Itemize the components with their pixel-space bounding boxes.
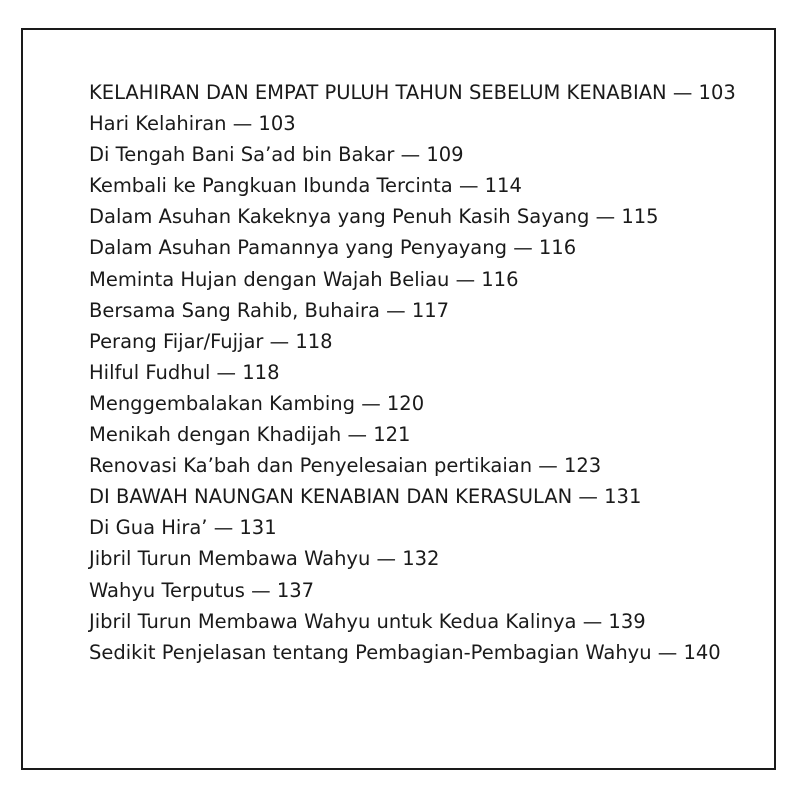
toc-entry: Wahyu Terputus — 137: [89, 578, 315, 602]
toc-entry: Hari Kelahiran — 103: [89, 112, 296, 136]
toc-entry: Jibril Turun Membawa Wahyu — 132: [89, 547, 440, 571]
toc-entry: DI BAWAH NAUNGAN KENABIAN DAN KERASULAN — 131: [89, 485, 642, 509]
toc-entry: Dalam Asuhan Kakeknya yang Penuh Kasih Sayang — 115: [89, 205, 659, 229]
toc-entry: Meminta Hujan dengan Wajah Beliau — 116: [89, 267, 519, 291]
table-of-contents: [89, 77, 749, 668]
toc-entry: Di Gua Hira’ — 131: [89, 516, 277, 540]
toc-entry: Bersama Sang Rahib, Buhaira — 117: [89, 298, 450, 322]
toc-entry: Sedikit Penjelasan tentang Pembagian-Pembagian Wahyu — 140: [89, 640, 721, 664]
toc-entry: Dalam Asuhan Pamannya yang Penyayang — 116: [89, 236, 577, 260]
toc-entry: Kembali ke Pangkuan Ibunda Tercinta — 114: [89, 174, 522, 198]
toc-entry: Renovasi Ka’bah dan Penyelesaian pertikaian — 123: [89, 454, 602, 478]
toc-entry: Menikah dengan Khadijah — 121: [89, 423, 411, 447]
toc-entry: KELAHIRAN DAN EMPAT PULUH TAHUN SEBELUM KENABIAN — 103: [89, 81, 736, 104]
toc-entry: Di Tengah Bani Sa’ad bin Bakar — 109: [89, 143, 464, 167]
toc-entry: Hilful Fudhul — 118: [89, 360, 280, 384]
toc-entry: Perang Fijar/Fujjar — 118: [89, 329, 333, 353]
toc-entry: Menggembalakan Kambing — 120: [89, 391, 425, 415]
toc-entry: Jibril Turun Membawa Wahyu untuk Kedua Kalinya — 139: [89, 609, 646, 633]
